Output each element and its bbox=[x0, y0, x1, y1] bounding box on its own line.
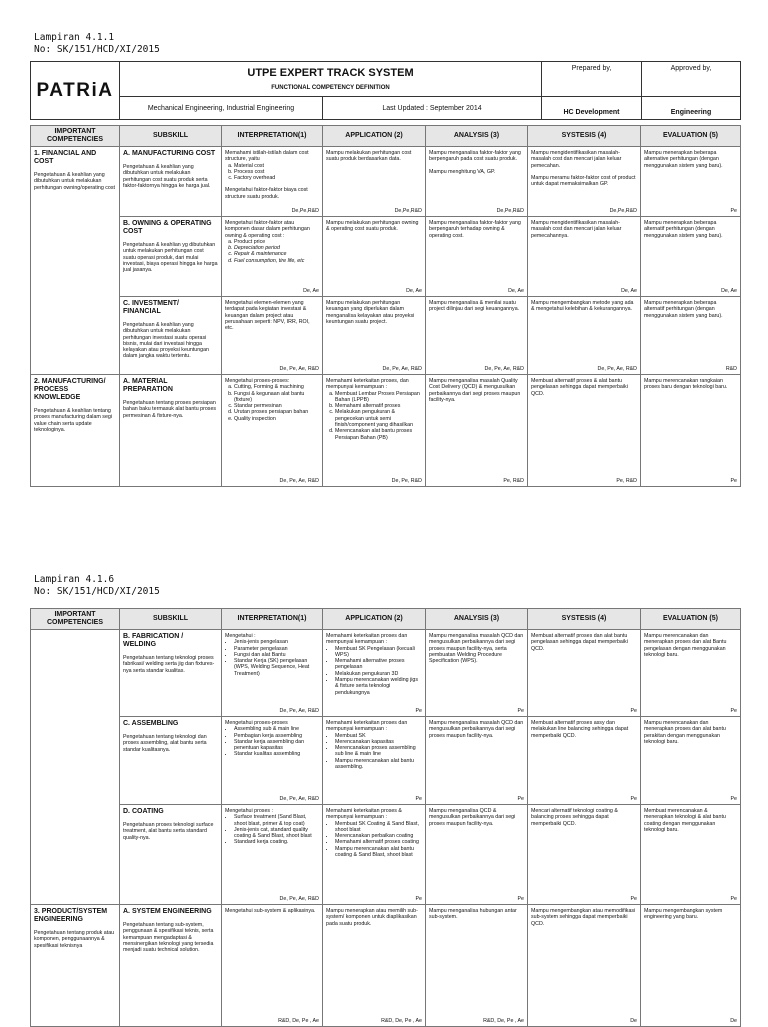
col-important-competencies: IMPORTANT COMPETENCIES bbox=[31, 609, 120, 630]
col-subskill: SUBSKILL bbox=[120, 609, 222, 630]
interpretation-cell: Mengetahui proses-proses • Assembling sub & main line • Pembagian kerja assembling • Standar kerja assembling dan penentuan kapasitas • Standar kualitas assembling De, Pe, Ae, R&D bbox=[222, 717, 323, 805]
col-evaluation: EVALUATION (5) bbox=[641, 126, 741, 147]
table-row bbox=[31, 805, 741, 905]
company-logo: PATRiA bbox=[31, 62, 120, 120]
application-cell: Memahami keterkaitan proses dan mempunyai kemampuan : • Membuat SK Pengelasan (kecuali WPS) • Memahami alternative proses pengelasan • Melakukan pengukuran 3D • Mampu merencanakan welding jigs & fixture serta teknologi pendukungnya Pe bbox=[323, 630, 426, 717]
competency-manufacturing-process: 2. MANUFACTURING/ PROCESS KNOWLEDGE Pengetahuan & keahlian tentang proses manufacturing dalam segi value chain serta update teknologinya. bbox=[31, 375, 120, 487]
analysis-cell: Mampu menganalisa & menilai suatu project dilinjau dari segi keuangannya. De, Pe, Ae, R&D bbox=[426, 297, 528, 375]
subskill-cell: D. COATING Pengetahuan proses teknologi surface treatment, alat bantu serta standard quality-nya. bbox=[120, 805, 222, 905]
evaluation-cell: Membuat merencanakan & menerapkan teknologi & alat bantu coating dengan menggunakan teknologi baru. Pe bbox=[641, 805, 741, 905]
analysis-cell: Mampu menganalisa faktor-faktor yang berpengaruh pada cost suatu produk. Mampu menghitung VA, GP. De,Pe,R&D bbox=[426, 147, 528, 217]
col-systesis: SYSTESIS (4) bbox=[528, 609, 641, 630]
table-row bbox=[31, 147, 741, 217]
prepared-by: HC Development bbox=[542, 97, 642, 120]
department: Mechanical Engineering, Industrial Engineering bbox=[120, 97, 323, 120]
last-updated: Last Updated : September 2014 bbox=[323, 97, 542, 120]
evaluation-cell: Mampu menerapkan beberapa alternative perhitungan (dengan menggunakan sistem yang baru). Pe bbox=[641, 147, 741, 217]
interpretation-cell: Mengetahui proses : • Surface treatment (Sand Blast, shoot blast, primer & top coat) • Jenis-jenis cat, standard quality coating & Sand Blast, shoot blast • Standard kerja coating. De, Pe, Ae, R&D bbox=[222, 805, 323, 905]
col-application: APPLICATION (2) bbox=[323, 609, 426, 630]
table-row bbox=[31, 630, 741, 717]
competency-continued bbox=[31, 630, 120, 905]
subskill-cell: B. FABRICATION / WELDING Pengetahuan tentang teknologi proses fabrikasi/ welding serta jig dan fixtures-nya serta standar kualitas. bbox=[120, 630, 222, 717]
systesis-cell: Mencari alternatif teknologi coating & balancing proses sehingga dapat memperbaiki QCD. Pe bbox=[528, 805, 641, 905]
evaluation-cell: Mampu merencanakan dan menerapkan proses dan alat Bantu pengelasan dengan menggunakan teknologi baru. Pe bbox=[641, 630, 741, 717]
application-cell: Mampu melakukan perhitungan keuangan yang diperlukan dalam menganalisa kelayakan atau proyeksi keuntungan suatu project. De, Pe, Ae, R&D bbox=[323, 297, 426, 375]
analysis-cell: Mampu menganalisa faktor-faktor yang berpengaruh terhadap owning & operating cost. De, Ae bbox=[426, 217, 528, 297]
application-cell: Mampu menerapkan atau memilih sub-system/ komponen untuk diaplikasikan pada suatu produk. R&D, De, Pe , Ae bbox=[323, 905, 426, 1027]
subskill-cell: A. MANUFACTURING COST Pengetahuan & keahlian yang dibutuhkan untuk melakukan perhitungan cost suatu produk serta faktor-faktornya hingga ke harga jual. bbox=[120, 147, 222, 217]
lampiran-number: Lampiran 4.1.6 bbox=[34, 574, 115, 585]
interpretation-cell: Mengetahui faktor-faktor atau komponen dasar dalam perhitungan owning & operating cost : a. Product price b. Depreciation period c. Repair & maintenance d. Fuel consumption, tire life, etc De, Ae bbox=[222, 217, 323, 297]
evaluation-cell: Mampu merencanakan dan menerapkan proses dan alat bantu perakitan dengan menggunakan teknologi baru. Pe bbox=[641, 717, 741, 805]
application-cell: Mampu melakukan perhitungan cost suatu produk berdasarkan data. De,Pe,R&D bbox=[323, 147, 426, 217]
document-number: No: SK/151/HCD/XI/2015 bbox=[34, 44, 160, 55]
table-row bbox=[31, 375, 741, 487]
document-title: UTPE EXPERT TRACK SYSTEM bbox=[247, 67, 414, 79]
subskill-cell: A. MATERIAL PREPARATION Pengetahuan tentang proses persiapan bahan baku termasuk alat bantu proses permesinan & fixture-nya. bbox=[120, 375, 222, 487]
application-cell: Mampu melakukan perhitungan owning & operating cost suatu produk. De, Ae bbox=[323, 217, 426, 297]
col-analysis: ANALYSIS (3) bbox=[426, 126, 528, 147]
interpretation-cell: Mengetahui sub-system & aplikasinya. R&D, De, Pe , Ae bbox=[222, 905, 323, 1027]
col-application: APPLICATION (2) bbox=[323, 126, 426, 147]
prepared-by-label: Prepared by, bbox=[542, 62, 642, 97]
evaluation-cell: Mampu merencanakan rangkaian proses baru dengan teknologi baru. Pe bbox=[641, 375, 741, 487]
document-header bbox=[30, 61, 741, 120]
application-cell: Memahami keterkaitan proses dan mempunyai kemampuan : • Membuat SK • Merencanakan kapasitas • Merencanakan proses assembling sub line & main line • Mampu merencanakan alat bantu assembling. Pe bbox=[323, 717, 426, 805]
col-analysis: ANALYSIS (3) bbox=[426, 609, 528, 630]
document-number: No: SK/151/HCD/XI/2015 bbox=[34, 586, 160, 597]
col-evaluation: EVALUATION (5) bbox=[641, 609, 741, 630]
approved-by-label: Approved by, bbox=[642, 62, 741, 97]
interpretation-cell: Mengetahui proses-proses: a. Cutting, Forming & machining b. Fungsi & kegunaan alat bantu (fixture) c. Standar permesinan d. Urutan proses persiapan bahan e. Quality inspection De, Pe, Ae, R&D bbox=[222, 375, 323, 487]
interpretation-cell: Mengetahui elemen-elemen yang terdapat pada kegiatan investasi & keuangan dalam project atau perusahaan seperti: NPV, IRR, ROI, etc. De, Pe, Ae, R&D bbox=[222, 297, 323, 375]
document-subtitle: FUNCTIONAL COMPETENCY DEFINITION bbox=[271, 85, 390, 91]
table-row bbox=[31, 297, 741, 375]
interpretation-cell: Mengetahui : • Jenis-jenis pengelasan • Parameter pengelasan • Fungsi dan alat Bantu • Standar Kerja (SK) pengelasan (WPS, Welding Sequence, Heat Treatment) De, Pe, Ae, R&D bbox=[222, 630, 323, 717]
approved-by: Engineering bbox=[642, 97, 741, 120]
table-row bbox=[31, 717, 741, 805]
table-row bbox=[31, 217, 741, 297]
subskill-cell: B. OWNING & OPERATING COST Pengetahuan & keahlian yg dibutuhkan untuk melakukan perhitungan cost suatu operasi produk, dari mulai investasi, biaya operasi hingga ke harga jual jasanya. bbox=[120, 217, 222, 297]
systesis-cell: Mampu mengembangkan atau memodifikasi sub-system sehingga dapat memperbaiki QCD. De bbox=[528, 905, 641, 1027]
systesis-cell: Mampu mengembangkan metode yang ada & mengetahui kelebihan & kekurangannya. De, Pe, Ae, R&D bbox=[528, 297, 641, 375]
systesis-cell: Membuat alternatif proses assy dan melakukan line balancing sehingga dapat memperbaiki QCD. Pe bbox=[528, 717, 641, 805]
subskill-cell: C. ASSEMBLING Pengetahuan tentang teknologi dan proses assembling, alat bantu serta standar kualitasnya. bbox=[120, 717, 222, 805]
lampiran-header-1 bbox=[34, 32, 160, 56]
systesis-cell: Membuat alternatif proses dan alat bantu pengelasan sehingga dapat memperbaiki QCD. Pe bbox=[528, 630, 641, 717]
table-row bbox=[31, 905, 741, 1027]
analysis-cell: Mampu menganalisa hubungan antar sub-system. R&D, De, Pe , Ae bbox=[426, 905, 528, 1027]
evaluation-cell: Mampu mengembangkan system engineering yang baru. De bbox=[641, 905, 741, 1027]
interpretation-cell: Memahami istilah-istilah dalam cost structure, yaitu a. Material cost b. Process cost c. Factory overhead Mengetahui faktor-faktor biaya cost structure suatu produk. De,Pe,R&D bbox=[222, 147, 323, 217]
competency-table-1 bbox=[30, 125, 741, 487]
lampiran-header-2 bbox=[34, 574, 160, 598]
systesis-cell: Membuat alternatif proses & alat bantu pengelasan sehingga dapat memperbaiki QCD. Pe, R&D bbox=[528, 375, 641, 487]
application-cell: Memahami keterkaitan proses & mempunyai kemampuan : • Membuat SK Coating & Sand Blast, shoot blast • Merencanakan perbaikan coating • Memahami alternatif proses coating • Mampu merencanakan alat bantu coating & Sand Blast, shoot blast Pe bbox=[323, 805, 426, 905]
evaluation-cell: Mampu menerapkan beberapa alternatif perhitungan (dengan menggunakan sistem yang baru). R&D bbox=[641, 297, 741, 375]
col-important-competencies: IMPORTANT COMPETENCIES bbox=[31, 126, 120, 147]
analysis-cell: Mampu menganalisa masalah QCD dan mengusulkan perbaikannya dari segi proses maupun facility-nya, serta pembuatan Welding Procedure Specification (WPS). Pe bbox=[426, 630, 528, 717]
document-title-cell bbox=[120, 62, 542, 97]
application-cell: Memahami keterkaitan proses, dan mempunyai kemampuan : a. Membuat Lembar Proses Persiapan Bahan (LPPB) b. Memahami alternatif proses c. Melakukan pengukuran & pengecekan untuk semi finish/component yang dihasilkan d. Merencanakan alat bantu proses Persiapan Bahan (PB) De, Pe, R&D bbox=[323, 375, 426, 487]
analysis-cell: Mampu menganalisa masalah QCD dan mengusulkan perbaikannya dari segi proses maupun facility-nya. Pe bbox=[426, 717, 528, 805]
competency-financial-cost: 1. FINANCIAL AND COST Pengetahuan & keahlian yang dibutuhkan untuk melakukan perhitungan owning/operating cost bbox=[31, 147, 120, 375]
col-subskill: SUBSKILL bbox=[120, 126, 222, 147]
lampiran-number: Lampiran 4.1.1 bbox=[34, 32, 115, 43]
analysis-cell: Mampu menganalisa QCD & mengusulkan perbaikannya dari segi proses maupun facility-nya. Pe bbox=[426, 805, 528, 905]
col-systesis: SYSTESIS (4) bbox=[528, 126, 641, 147]
col-interpretation: INTERPRETATION(1) bbox=[222, 126, 323, 147]
col-interpretation: INTERPRETATION(1) bbox=[222, 609, 323, 630]
analysis-cell: Mampu menganalisa masalah Quality Cost Delivery (QCD) & mengusulkan perbaikannya dari segi proses maupun facility-nya. Pe, R&D bbox=[426, 375, 528, 487]
competency-table-2 bbox=[30, 608, 741, 1027]
evaluation-cell: Mampu menerapkan beberapa alternatif perhitungan (dengan menggunakan sistem yang baru). De, Ae bbox=[641, 217, 741, 297]
competency-product-system: 3. PRODUCT/SYSTEM ENGINEERING Pengetahuan tentang produk atau komponen, penggunaannya & spesifikasi teknisnya bbox=[31, 905, 120, 1027]
subskill-cell: A. SYSTEM ENGINEERING Pengetahuan tentang sub-system, penggunaan & spesifikasi teknis, serta kemampuan mengadaptasi & mensinergikan teknologi yang tersedia menjadi suatu technical solution. bbox=[120, 905, 222, 1027]
systesis-cell: Mampu mengidentifikasikan masalah-masalah cost dan mencari jalan keluar pemecahannya. De, Ae bbox=[528, 217, 641, 297]
systesis-cell: Mampu mengidentifikasikan masalah-masalah cost dan mencari jalan keluar pemecahan. Mampu meramu faktor-faktor cost of product untuk dapat memaksimalkan GP. De,Pe,R&D bbox=[528, 147, 641, 217]
subskill-cell: C. INVESTMENT/ FINANCIAL Pengetahuan & keahlian yang dibutuhkan untuk melakukan perhitungan investasi suatu operasi bisnis, mulai dari investasi hingga kelayakan atau proyeksi keuntungan dalam jangka waktu tertentu. bbox=[120, 297, 222, 375]
